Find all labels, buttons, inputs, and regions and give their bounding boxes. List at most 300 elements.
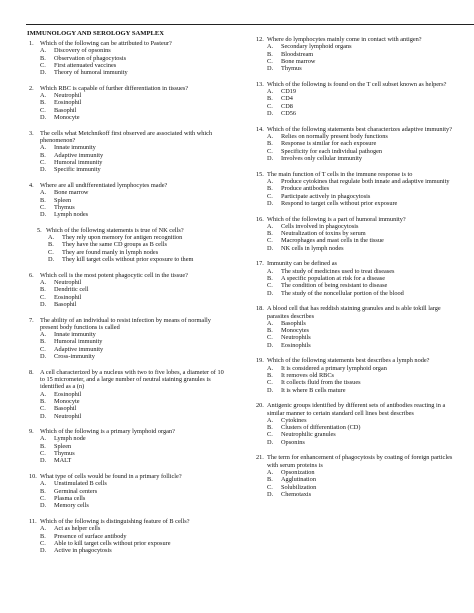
option-letter: D. [40,114,47,122]
option-letter: C. [267,334,273,342]
question-text: A cell characterized by a nucleus with two to five lobes, a diameter of 10 to 15 micrometer, and a large number of neutral staining granules is identified as a (n) [40,368,224,391]
option-text: Innate immunity [54,331,96,339]
option-letter: D. [267,490,274,498]
option-text: A specific population at risk for a disease [281,274,386,282]
answer-option [254,140,454,147]
answer-option [254,491,454,498]
answer-option [254,178,454,185]
option-letter: B. [40,54,46,62]
question-text: The cells what Metchnikoff first observed are associated with which phenomenon? [40,129,213,145]
option-text: They rely upon memory for antigen recognition [62,234,183,242]
option-text: Monocyte [54,114,80,122]
answer-option [254,268,454,275]
option-text: The condition of being resistant to disease [281,282,388,290]
answer-option [27,47,227,54]
option-letter: B. [267,50,273,58]
answer-option [254,200,454,207]
option-letter: B. [267,274,273,282]
question-text: Which of the following statements best characterizes adaptive immunity? [267,125,452,133]
option-letter: D. [267,244,274,252]
option-text: Macrophages and mast cells in the tissue [281,237,384,245]
answer-option [254,290,454,297]
answer-option [27,346,227,353]
question-stem [254,454,454,469]
answer-option [254,237,454,244]
option-text: Humoral immunity [54,338,103,346]
question-item [254,171,454,207]
question-stem [254,216,454,223]
option-letter: C. [267,431,273,439]
option-letter: B. [40,151,46,159]
answer-option [254,185,454,192]
option-text: Solubilization [281,483,317,491]
answer-option [27,166,227,173]
answer-option [27,256,227,263]
option-text: Produce cytokines that regulate both innate and adaptive immunity [281,177,450,185]
question-text: The term for enhancement of phagocytosis by coating of foreign particles with serum proteins is [267,454,453,469]
question-text: Which of the following is found on the T cell subset known as helpers? [267,80,447,88]
option-letter: B. [267,185,273,193]
option-text: Cells involved in phagocytosis [281,222,359,230]
option-letter: A. [267,469,274,477]
answer-option [27,533,227,540]
question-item [254,454,454,498]
option-text: Opsonization [281,469,315,477]
option-letter: A. [40,189,47,197]
answer-option [27,457,227,464]
option-text: Monocyte [54,397,80,405]
question-number: 21. [256,454,264,462]
answer-option [27,62,227,69]
answer-option [27,525,227,532]
question-stem [254,305,454,320]
answer-option [27,480,227,487]
question-number: 7. [29,316,34,324]
option-letter: A. [267,177,274,185]
option-text: Basophil [54,405,77,413]
question-item [27,130,227,174]
answer-option [254,439,454,446]
option-letter: A. [40,47,47,55]
answer-option [254,431,454,438]
question-item [27,40,227,76]
option-letter: A. [40,435,47,443]
option-letter: D. [267,154,274,162]
answer-option [254,51,454,58]
option-letter: D. [48,255,55,263]
option-text: Response is similar for each exposure [281,140,377,148]
option-text: Participate actively in phagocytosis [281,192,371,200]
question-text: Which of the following is distinguishing feature of B cells? [40,517,190,525]
option-letter: B. [267,140,273,148]
answer-option [27,331,227,338]
question-item [27,317,227,361]
answer-option [27,144,227,151]
question-stem [27,428,227,435]
answer-option [27,488,227,495]
option-letter: A. [267,267,274,275]
option-text: Eosinophil [54,390,82,398]
question-item [27,272,227,308]
question-item [254,36,454,72]
option-letter: A. [40,92,47,100]
answer-option [27,99,227,106]
answer-option [254,387,454,394]
option-letter: B. [267,476,273,484]
option-letter: C. [267,483,273,491]
question-stem [27,369,227,391]
answer-option [27,338,227,345]
option-text: Eosinophil [54,99,82,107]
option-text: Plasma cells [54,494,86,502]
question-stem [27,518,227,525]
option-letter: A. [40,390,47,398]
option-text: The study of the noncellular portion of the blood [281,289,404,297]
question-number: 11. [29,517,37,525]
option-text: They are found manly in lymph nodes [62,248,159,256]
option-letter: C. [267,57,273,65]
option-letter: D. [267,110,274,118]
answer-option [27,286,227,293]
option-letter: C. [40,293,46,301]
answer-option [27,92,227,99]
option-text: Specific immunity [54,166,101,174]
answer-option [27,294,227,301]
answer-option [254,417,454,424]
answer-option [27,391,227,398]
answer-option [27,69,227,76]
option-letter: C. [40,450,46,458]
option-text: CD4 [281,95,293,103]
option-letter: C. [267,147,273,155]
option-letter: A. [267,416,274,424]
option-letter: D. [40,457,47,465]
option-letter: A. [267,319,274,327]
option-text: Adaptive immunity [54,345,104,353]
answer-option [27,443,227,450]
option-letter: B. [267,327,273,335]
option-text: Presence of surface antibody [54,532,127,540]
question-stem [27,85,227,92]
option-text: Basophil [54,300,77,308]
option-letter: D. [40,502,47,510]
question-item [254,402,454,446]
question-text: Which of the following statements best describes a lymph node? [267,357,430,365]
answer-option [27,547,227,554]
question-item [254,357,454,393]
answer-option [254,193,454,200]
option-letter: B. [40,99,46,107]
option-text: Bone marrow [281,57,316,65]
option-text: Opsonins [281,438,305,446]
option-text: CD19 [281,88,297,96]
question-number: 18. [256,305,264,313]
question-item [254,81,454,117]
answer-option [27,114,227,121]
answer-option [254,372,454,379]
question-stem [254,260,454,267]
option-letter: D. [40,547,47,555]
question-item [254,126,454,162]
answer-option [27,495,227,502]
option-letter: C. [40,539,46,547]
option-text: Eosinophils [281,341,311,349]
answer-option [254,379,454,386]
option-letter: A. [48,234,55,242]
option-letter: A. [40,331,47,339]
answer-option [27,279,227,286]
option-letter: A. [267,133,274,141]
question-text: Antigenic groups identified by different sets of antibodies reacting in a similar manner to certain standard cell lines best describes [267,402,446,417]
question-number: 19. [256,357,264,365]
question-stem [27,130,227,145]
option-text: Thymus [281,65,302,73]
option-letter: A. [40,144,47,152]
option-text: It collects fluid from the tissues [281,379,361,387]
option-letter: A. [267,364,274,372]
answer-option [254,469,454,476]
question-text: Which of the following is a part of humoral immunity? [267,215,406,223]
option-text: Neutralization of toxins by serum [281,230,366,238]
answer-option [27,450,227,457]
option-text: Clusters of differentiation (CD) [281,424,361,432]
answer-option [254,365,454,372]
option-text: Unstimulated B cells [54,480,107,488]
option-letter: B. [40,338,46,346]
question-item [254,216,454,252]
question-number: 1. [29,40,34,47]
option-letter: C. [267,102,273,110]
answer-option [27,405,227,412]
option-text: Relies on normally present body functions [281,133,388,141]
option-text: Neutrophil [54,278,82,286]
answer-option [254,327,454,334]
answer-option [27,540,227,547]
answer-option [254,148,454,155]
option-text: Spleen [54,196,72,204]
question-number: 13. [256,80,264,88]
option-text: Agglutination [281,476,316,484]
option-letter: C. [267,192,273,200]
answer-option [27,435,227,442]
question-stem [27,40,227,47]
answer-option [254,223,454,230]
question-number: 12. [256,36,264,43]
top-rule [26,24,474,25]
option-text: Respond to target cells without prior exposure [281,199,398,207]
option-letter: B. [40,286,46,294]
question-item [27,369,227,420]
option-letter: D. [40,69,47,77]
option-text: Chemotaxis [281,490,312,498]
answer-option [27,301,227,308]
option-letter: D. [267,289,274,297]
question-stem [254,402,454,417]
question-item [254,305,454,349]
option-letter: B. [40,487,46,495]
option-letter: D. [40,412,47,420]
option-text: CD8 [281,102,293,110]
option-letter: C. [267,379,273,387]
option-letter: C. [40,106,46,114]
question-stem [27,473,227,480]
option-letter: D. [40,211,47,219]
option-letter: A. [267,43,274,51]
answer-option [27,398,227,405]
option-text: It is where B cells mature [281,386,346,394]
option-letter: C. [40,494,46,502]
option-letter: B. [267,372,273,380]
answer-option [254,95,454,102]
question-number: 5. [37,226,42,234]
option-letter: D. [267,386,274,394]
option-text: Able to kill target cells without prior exposure [54,539,171,547]
question-number: 10. [29,473,37,481]
option-letter: D. [40,353,47,361]
option-letter: C. [40,158,46,166]
left-question-column [27,40,227,563]
answer-option [254,155,454,162]
question-number: 4. [29,181,34,189]
option-letter: C. [48,248,54,256]
option-letter: D. [40,166,47,174]
option-text: Bone marrow [54,189,89,197]
option-letter: A. [40,525,47,533]
answer-option [254,88,454,95]
option-text: Spleen [54,442,72,450]
answer-option [27,241,227,248]
question-text: Immunity can be defined as [267,260,337,268]
option-text: Germinal centers [54,487,98,495]
option-letter: C. [267,237,273,245]
question-text: The main function of T cells in the immune response is to [267,170,413,178]
option-text: Monocytes [281,327,309,335]
option-text: Dendritic cell [54,286,89,294]
answer-option [27,55,227,62]
answer-option [254,58,454,65]
answer-option [27,353,227,360]
question-stem [254,171,454,178]
question-text: Where are all undifferentiated lymphocytes made? [40,181,168,189]
answer-option [27,107,227,114]
question-item [27,182,227,218]
option-letter: B. [40,196,46,204]
question-item [27,473,227,509]
option-text: MALT [54,457,72,465]
option-text: Active in phagocytosis [54,547,112,555]
answer-option [27,413,227,420]
option-letter: A. [40,480,47,488]
answer-option [254,334,454,341]
question-stem [27,182,227,189]
answer-option [254,275,454,282]
option-text: First attenuated vaccines [54,61,117,69]
question-text: Which of the following is a primary lymphoid organ? [40,428,175,436]
option-letter: D. [40,300,47,308]
question-text: Where do lymphocytes mainly come in contact with antigen? [267,36,422,43]
option-text: Involves only cellular immunity [281,154,362,162]
answer-option [254,484,454,491]
option-letter: C. [40,203,46,211]
question-number: 2. [29,84,34,92]
right-question-column [254,36,454,507]
answer-option [254,43,454,50]
option-text: Lymph node [54,435,86,443]
question-stem [254,36,454,43]
option-letter: D. [267,438,274,446]
option-letter: B. [40,397,46,405]
option-text: Theory of humoral immunity [54,69,128,77]
option-text: CD56 [281,110,297,118]
option-text: Bloodstream [281,50,314,58]
answer-option [254,424,454,431]
question-text: A blood cell that has reddish staining granules and is able tokill large parasites describes [267,305,441,320]
question-text: Which of the following statements is true of NK cells? [46,226,184,234]
option-letter: A. [267,222,274,230]
option-letter: B. [267,95,273,103]
answer-option [27,502,227,509]
option-text: Specificity for each individual pathogen [281,147,383,155]
question-item [27,85,227,121]
page-title: IMMUNOLOGY AND SEROLOGY SAMPLEX [27,30,165,37]
option-letter: C. [40,405,46,413]
question-number: 17. [256,260,264,268]
question-number: 9. [29,428,34,436]
option-text: They kill target cells without prior exposure to them [62,255,194,263]
option-letter: B. [40,532,46,540]
option-letter: B. [267,424,273,432]
answer-option [254,103,454,110]
option-text: Neutrophil [54,92,82,100]
option-text: Innate immunity [54,144,96,152]
option-text: Neutrophil [54,412,82,420]
option-letter: B. [267,230,273,238]
option-text: Produce antibodies [281,185,330,193]
question-stem [27,317,227,332]
option-text: Act as helper cells [54,525,101,533]
option-text: Observation of phagocytosis [54,54,127,62]
answer-option [254,110,454,117]
question-number: 16. [256,215,264,223]
answer-option [254,282,454,289]
option-text: Neutrophils [281,334,311,342]
option-letter: D. [267,199,274,207]
option-letter: A. [40,278,47,286]
answer-option [27,159,227,166]
question-number: 15. [256,170,264,178]
answer-option [254,245,454,252]
option-text: Lymph nodes [54,211,89,219]
question-stem [254,126,454,133]
option-text: Cross-immunity [54,353,95,361]
question-text: Which RBC is capable of further differentiation in tissues? [40,84,189,92]
answer-option [254,342,454,349]
answer-option [254,320,454,327]
question-text: Which of the following can be attributed to Pasteur? [40,40,172,47]
question-text: The ability of an individual to resist infection by means of normally present body functions is called [40,316,211,331]
answer-option [27,211,227,218]
option-letter: D. [267,341,274,349]
question-number: 14. [256,125,264,133]
question-stem [254,81,454,88]
option-letter: B. [48,241,54,249]
option-letter: C. [267,282,273,290]
question-number: 6. [29,271,34,279]
option-text: The study of medicines used to treat diseases [281,267,395,275]
option-text: Thymus [54,450,75,458]
question-stem [27,227,227,234]
option-text: They have the same CD groups as B cells [62,241,167,249]
